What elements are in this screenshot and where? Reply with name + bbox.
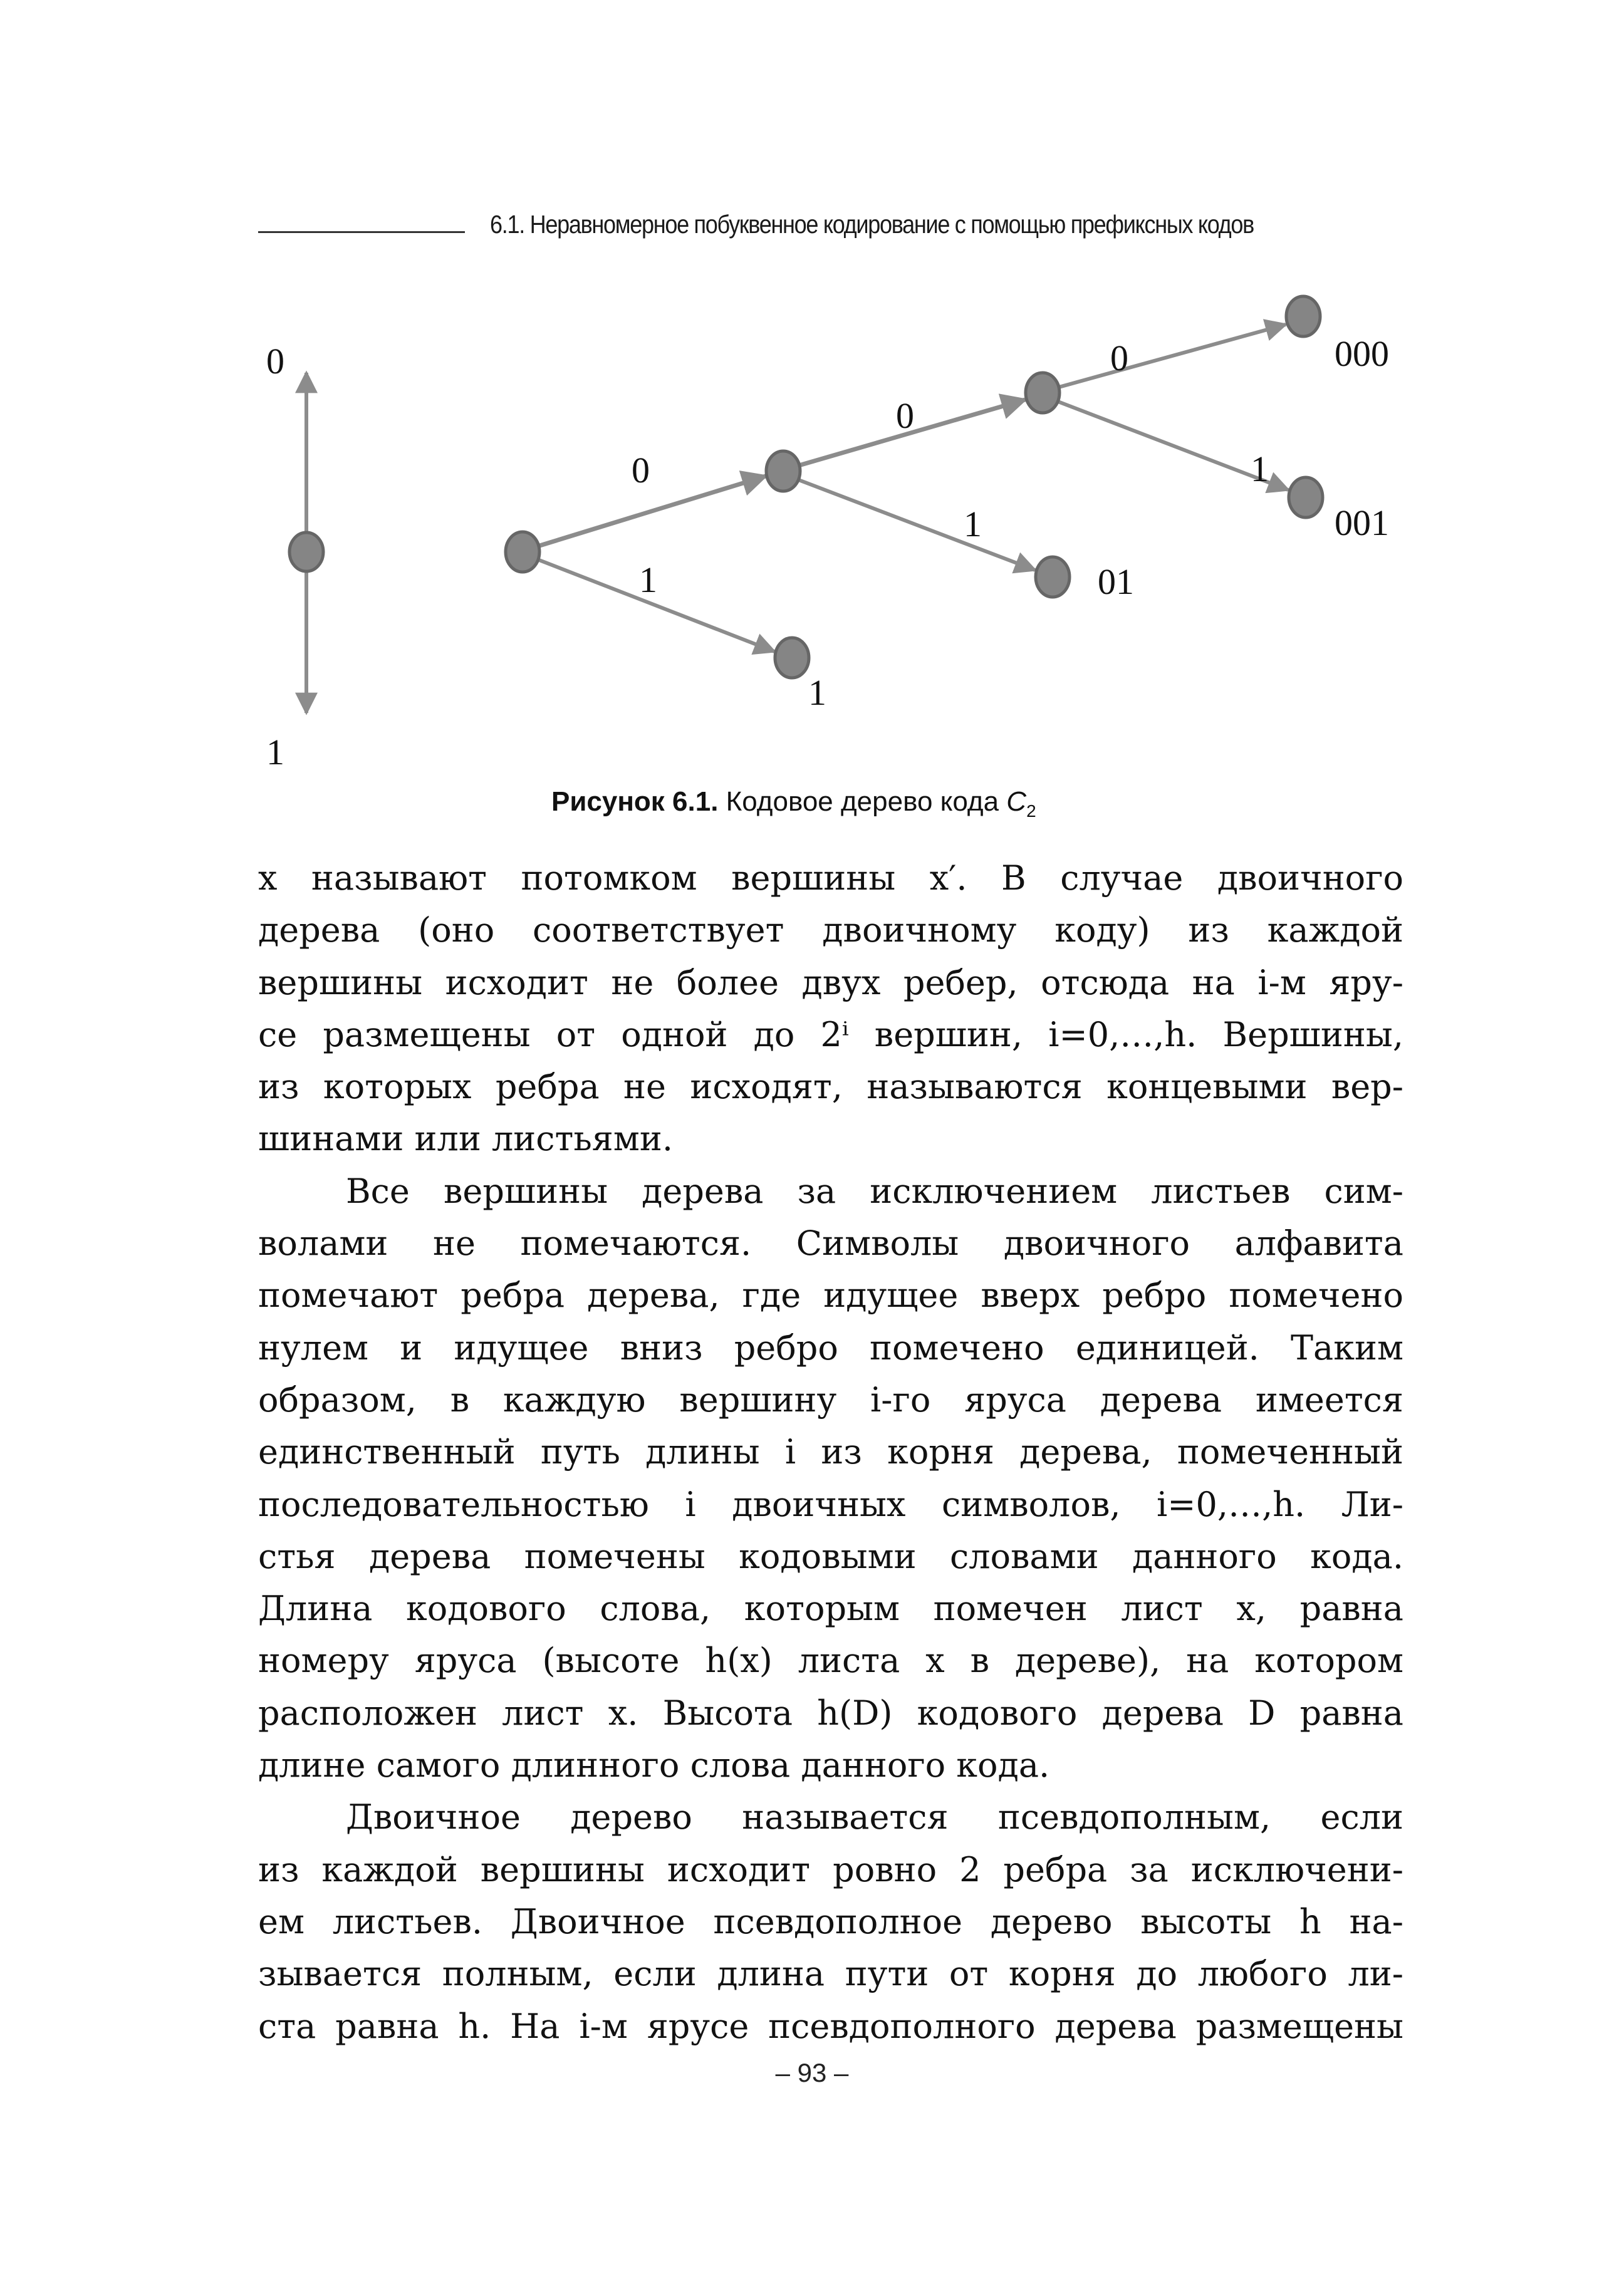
node-00 — [1026, 373, 1059, 413]
code-tree-diagram — [0, 0, 1624, 789]
text-line: нулем и идущее вниз ребро помечено единицей. Таким — [258, 1327, 1403, 1368]
text-line: шинами или листьями. — [258, 1119, 674, 1159]
text-line: расположен лист x. Высота h(D) кодового дерева D равна — [258, 1693, 1403, 1733]
text-line: Двоичное дерево называется псевдополным, если — [346, 1797, 1403, 1837]
leaf-000 — [1286, 296, 1320, 336]
text-line: длине самого длинного слова данного кода. — [258, 1745, 1050, 1785]
text-line: ста равна h. На i-м ярусе псевдополного дерева размещены — [258, 2006, 1403, 2046]
text-line: вершины исходит не более двух ребер, отсюда на i-м яру- — [258, 962, 1403, 1002]
text-line: Все вершины дерева за исключением листьев сим- — [346, 1171, 1403, 1211]
running-title: 6.1. Неравномерное побуквенное кодирование с помощью префиксных кодов — [490, 210, 1254, 239]
leaf-label: 000 — [1335, 333, 1389, 374]
text-line: се размещены от одной до 2ⁱ вершин, i=0,…,h. Вершины, — [258, 1014, 1403, 1054]
node-0 — [766, 451, 800, 491]
text-line: стья дерева помечены кодовыми словами данного кода. — [258, 1536, 1403, 1576]
tree-edges — [538, 325, 1288, 652]
leaf-001 — [1289, 477, 1323, 517]
tree-nodes — [506, 296, 1323, 678]
root-node — [506, 532, 539, 572]
figure-code-tree — [0, 0, 1624, 789]
text-line: номеру яруса (высоте h(x) листа x в дереве), на котором — [258, 1641, 1403, 1681]
edge-label: 1 — [964, 504, 982, 544]
body-text — [258, 852, 1403, 2052]
text-line: образом, в каждую вершину i-го яруса дерева имеется — [258, 1379, 1403, 1420]
text-line: ем листьев. Двоичное псевдополное дерево высоты h на- — [258, 1901, 1403, 1941]
text-line: волами не помечаются. Символы двоичного алфавита — [258, 1223, 1403, 1264]
caption-text: Кодовое дерево кода — [726, 786, 999, 817]
text-line: зывается полным, если длина пути от корня до любого ли- — [258, 1954, 1403, 1994]
text-line: из каждой вершины исходит ровно 2 ребра за исключени- — [258, 1849, 1403, 1889]
text-line: Длина кодового слова, которым помечен лист x, равна — [258, 1589, 1403, 1629]
text-line: дерева (оно соответствует двоичному коду) из каждой — [258, 910, 1403, 950]
caption-subscript: 2 — [1026, 801, 1036, 821]
caption-symbol: C — [1006, 786, 1027, 817]
text-line: единственный путь длины i из корня дерева, помеченный — [258, 1432, 1403, 1472]
axis-up-label: 0 — [266, 341, 284, 382]
axis-diagram — [266, 341, 323, 772]
leaf-label: 1 — [808, 672, 826, 713]
axis-down-label: 1 — [266, 732, 284, 772]
page-number: – 93 – — [775, 2058, 849, 2087]
edge-label: 0 — [632, 450, 650, 491]
edge-label: 0 — [1110, 338, 1128, 378]
text-line: последовательностью i двоичных символов, i=0,…,h. Ли- — [258, 1484, 1403, 1524]
figure-caption — [551, 786, 1115, 821]
leaf-labels — [808, 333, 1389, 713]
text-line: из которых ребра не исходят, называются концевыми вер- — [258, 1067, 1403, 1107]
edge-labels — [632, 338, 1269, 600]
leaf-label: 001 — [1335, 502, 1389, 543]
caption-label: Рисунок 6.1. — [551, 786, 719, 817]
leaf-01 — [1036, 557, 1070, 597]
text-line: x называют потомком вершины x′. В случае двоичного — [258, 858, 1403, 898]
text-line: помечают ребра дерева, где идущее вверх ребро помечено — [258, 1275, 1403, 1316]
edge-label: 0 — [896, 395, 914, 436]
edge-label: 1 — [1251, 449, 1269, 489]
edge-label: 1 — [639, 559, 657, 600]
leaf-1 — [775, 638, 809, 678]
leaf-label: 01 — [1098, 561, 1134, 602]
